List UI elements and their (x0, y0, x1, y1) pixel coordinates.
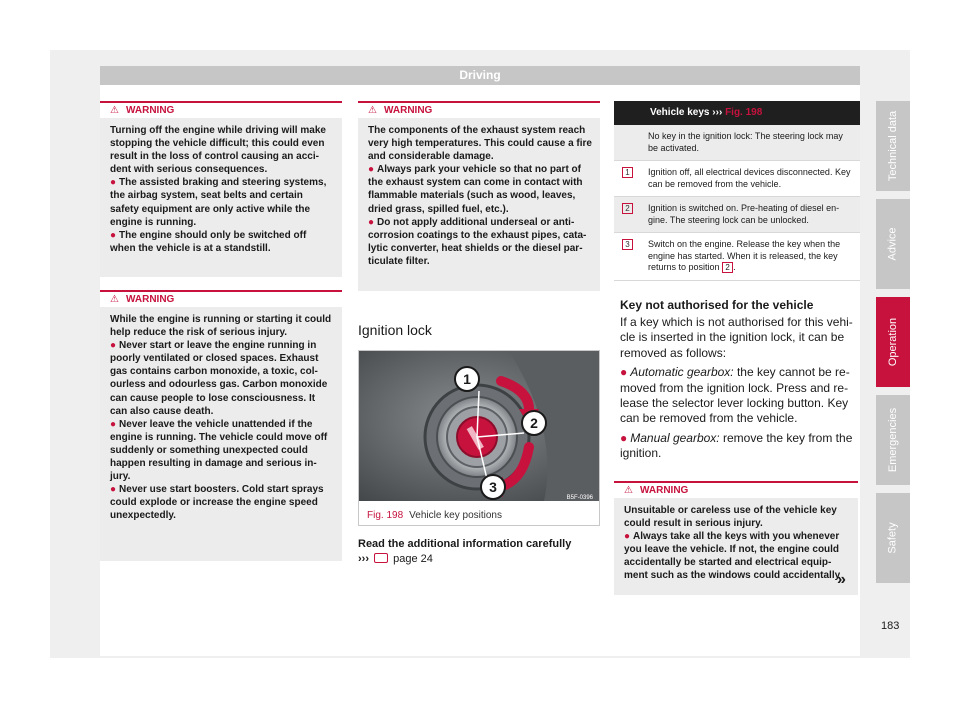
list-item-text: the key cannot be re-moved from the ignition lock. Press and re-lease the selector lever locking button. Key can be removed from the vehicle. (620, 365, 850, 426)
vehicle-keys-table (614, 101, 860, 281)
position-number-badge: 3 (622, 239, 633, 250)
page-number: 183 (881, 620, 900, 632)
callout-1 (455, 367, 479, 391)
list-item-label: Automatic gearbox: (630, 365, 734, 380)
warning-text: Unsuitable or careless use of the vehicle key could result in serious injury. (624, 505, 837, 530)
bullet-icon: ● (368, 216, 375, 228)
bullet-icon: ● (624, 531, 631, 543)
table-row-text-cell (642, 233, 860, 280)
table-row-end: . (733, 262, 736, 272)
table-row-text: Ignition off, all electrical devices disconnected. Key can be removed from the vehicle. (648, 167, 851, 189)
warning-label: WARNING (640, 485, 689, 496)
list-item (620, 365, 860, 427)
key-not-authorised-body (620, 315, 860, 466)
figure-caption (367, 509, 502, 522)
warning-text: The components of the exhaust system reach very high temperatures. This could cause a fire and considerable damage. (368, 125, 592, 163)
bullet-icon: ● (620, 430, 628, 445)
figure-code: B5F-0396 (566, 495, 593, 501)
bullet-icon: ● (110, 418, 117, 430)
warning-text: Turning off the engine while driving will make stopping the vehicle difficult; this could even result in the loss of control causing an acci-dent with serious consequences. (110, 125, 326, 176)
key-not-authorised-title: Key not authorised for the vehicle (620, 298, 814, 312)
tab-safety[interactable]: Safety (876, 493, 910, 583)
warning-bullet: Always park your vehicle so that no part of the exhaust system can come in contact with flammable materials (such as wood, leaves, dried grass, spilled fuel, etc.). (368, 164, 583, 215)
tab-emergencies[interactable]: Emergencies (876, 395, 910, 485)
figure-number: Fig. 198 (367, 510, 404, 521)
warning-label: WARNING (126, 105, 175, 116)
position-ref-badge: 2 (722, 262, 733, 273)
warning-bullet: Always take all the keys with you whenever you leave the vehicle. If not, the engine could accidentally be started and electrical equip-ment such as the windows could accidentally (624, 531, 841, 582)
warning-header (100, 101, 342, 118)
warning-label: WARNING (126, 294, 175, 305)
read-more-text: Read the additional information carefully (358, 538, 572, 550)
book-icon (374, 553, 388, 563)
warning-triangle-icon: ⚠ (110, 105, 119, 116)
warning-box-vehicle-key (614, 481, 858, 595)
table-title: Vehicle keys (650, 107, 710, 118)
callout-3 (481, 475, 505, 499)
section-title: Ignition lock (358, 322, 432, 338)
callout-2 (522, 411, 546, 435)
table-row-text: Switch on the engine. Release the key when the engine has started. When it is released, the key returns to position (648, 239, 841, 272)
bullet-icon: ● (110, 484, 117, 496)
read-more-note (358, 537, 608, 567)
table-row (614, 125, 860, 161)
table-row (614, 197, 860, 233)
read-more-arrows: ››› (358, 553, 369, 565)
bullet-icon: ● (110, 229, 117, 241)
read-more-page-link[interactable]: page 24 (393, 553, 433, 565)
list-item-label: Manual gearbox: (630, 430, 720, 445)
warning-triangle-icon: ⚠ (110, 294, 119, 305)
warning-header (358, 101, 600, 118)
bullet-icon: ● (620, 365, 628, 380)
bullet-icon: ● (110, 177, 117, 189)
warning-bullet: The engine should only be switched off when the vehicle is at a standstill. (110, 229, 307, 254)
chapter-header: Driving (100, 66, 860, 85)
table-header (614, 101, 860, 125)
table-row (614, 233, 860, 281)
warning-bullet: Do not apply additional underseal or anti-corrosion coatings to the exhaust pipes, cata-lytic converter, heat shields or the diesel par-ticulate filter. (368, 216, 587, 267)
position-number-badge: 1 (622, 167, 633, 178)
bullet-icon: ● (110, 340, 117, 352)
warning-bullet: Never leave the vehicle unattended if the engine is running. The vehicle could move off suddenly or something unexpected could happen resulting in damage and serious in-jury. (110, 418, 328, 483)
warning-bullet: Never use start boosters. Cold start sprays could explode or increase the engine speed unexpectedly. (110, 484, 324, 522)
figure-caption-text: Vehicle key positions (409, 510, 502, 521)
callout-1-label: 1 (463, 371, 471, 387)
warning-text: While the engine is running or starting it could help reduce the risk of serious injury. (110, 314, 332, 339)
warning-triangle-icon: ⚠ (624, 485, 633, 496)
table-figure-ref[interactable]: Fig. 198 (725, 107, 763, 118)
callout-3-label: 3 (489, 479, 497, 495)
callout-2-label: 2 (530, 415, 538, 431)
warning-header (614, 481, 858, 498)
warning-header (100, 290, 342, 307)
warning-label: WARNING (384, 105, 433, 116)
tab-operation[interactable]: Operation (876, 297, 910, 387)
table-row (614, 161, 860, 197)
tab-advice[interactable]: Advice (876, 199, 910, 289)
list-item-text: remove the key from the ignition. (620, 430, 853, 461)
table-arrows: ››› (712, 107, 723, 118)
position-number-badge: 2 (622, 203, 633, 214)
warning-bullet: The assisted braking and steering systems, the airbag system, seat belts and certain safety equipment are only active while the engine is running. (110, 177, 327, 228)
continue-arrow-icon: » (837, 571, 846, 588)
tab-technical-data[interactable]: Technical data (876, 101, 910, 191)
ignition-lock-illustration (359, 351, 599, 501)
bullet-icon: ● (368, 164, 375, 176)
figure-vehicle-key-positions (358, 350, 600, 526)
warning-box-engine-off (100, 101, 342, 277)
warning-triangle-icon: ⚠ (368, 105, 377, 116)
list-item (620, 431, 860, 462)
warning-box-exhaust (358, 101, 600, 291)
warning-bullet: Never start or leave the engine running in poorly ventilated or closed spaces. Exhaust gas contains carbon monoxide, a toxic, col-ourless and odourless gas. Carbon monoxide can cause people to lose consciousness. It can also cause death. (110, 340, 328, 417)
table-row-text: No key in the ignition lock: The steering lock may be activated. (648, 131, 843, 153)
table-row-text: Ignition is switched on. Pre-heating of diesel en-gine. The steering lock can be unlocked. (648, 203, 840, 225)
warning-box-engine-running (100, 290, 342, 561)
key-auth-intro: If a key which is not authorised for this vehi-cle is inserted in the ignition lock, it can be removed as follows: (620, 315, 853, 360)
